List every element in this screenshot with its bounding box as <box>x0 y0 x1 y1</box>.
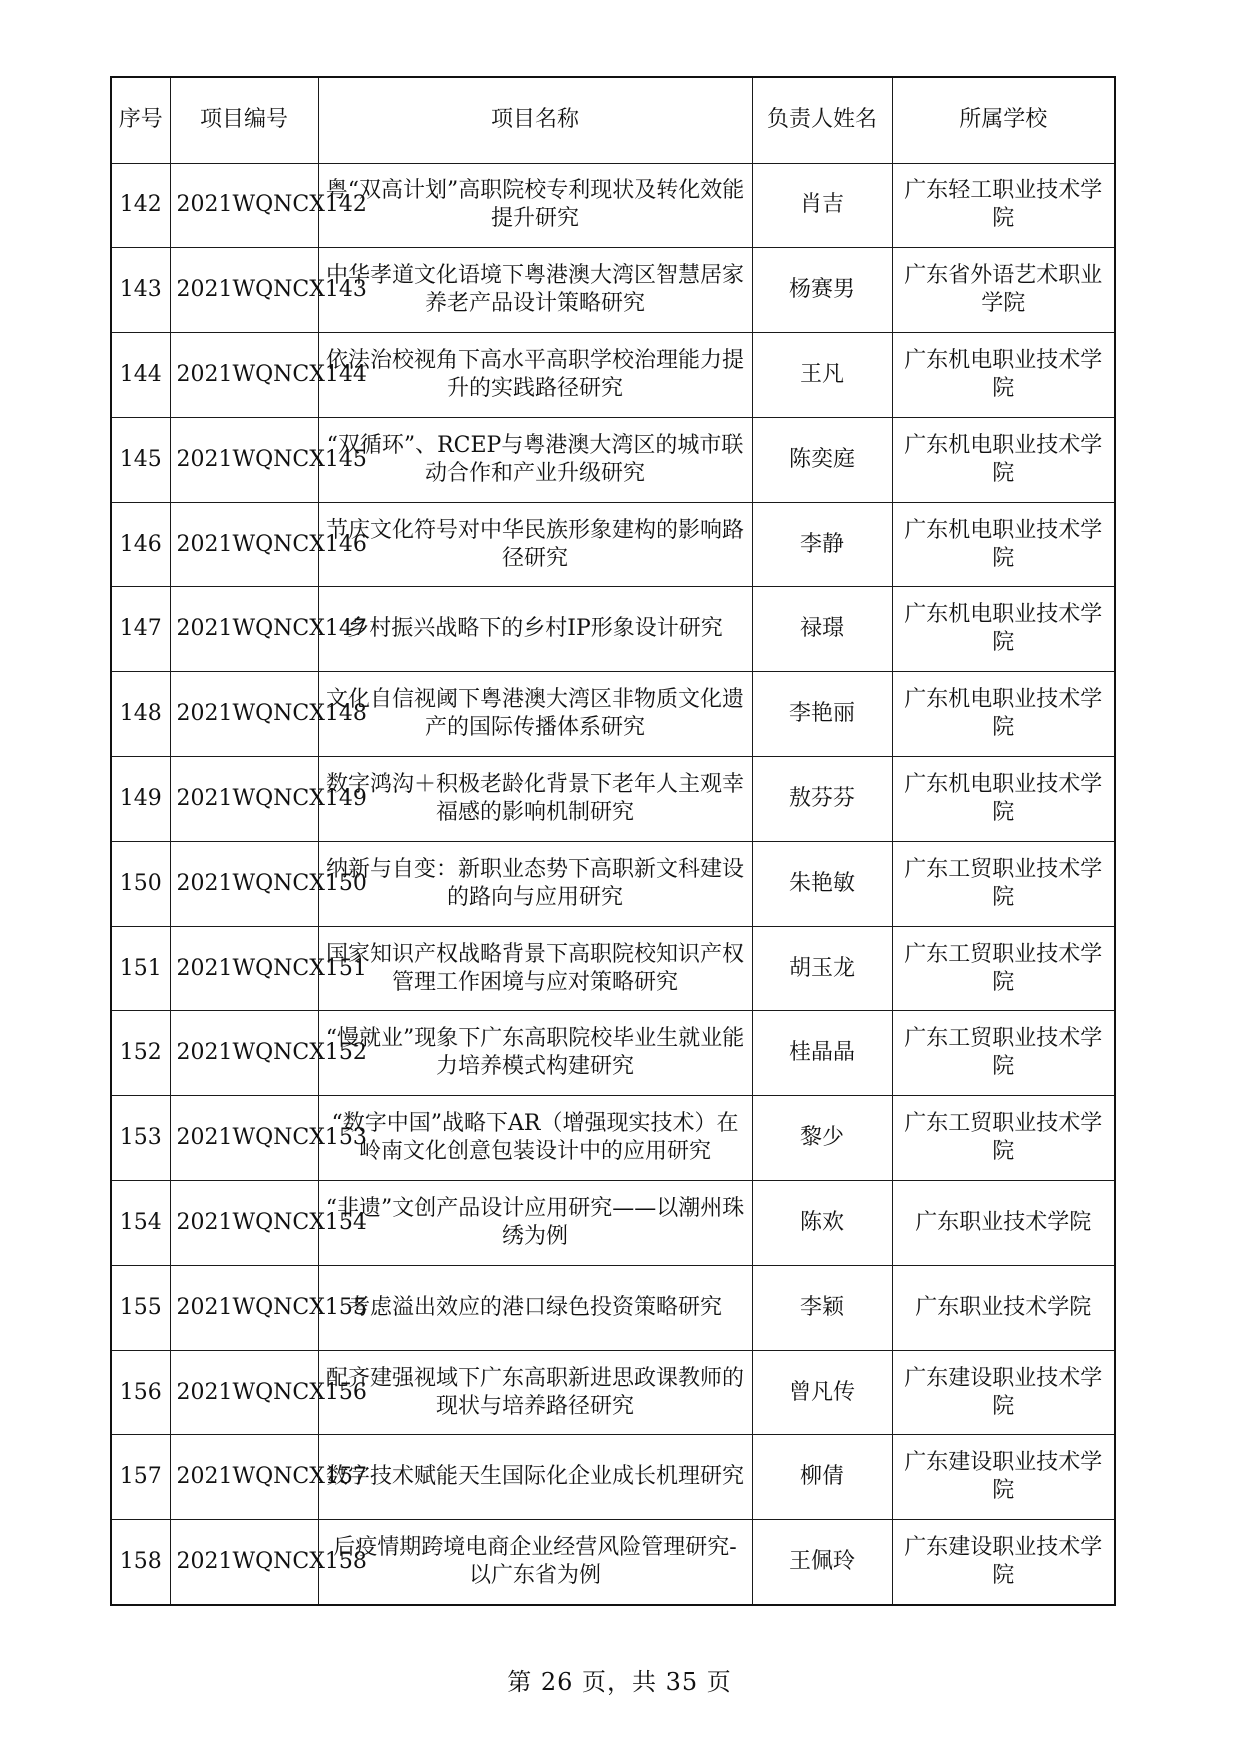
table-row <box>111 1011 1115 1096</box>
cell-name: 数字鸿沟＋积极老龄化背景下老年人主观幸福感的影响机制研究 <box>318 757 752 842</box>
cell-school: 广东省外语艺术职业学院 <box>892 248 1115 333</box>
cell-leader: 黎少 <box>752 1096 892 1181</box>
cell-code: 2021WQNCX143 <box>170 248 318 333</box>
cell-name: 节庆文化符号对中华民族形象建构的影响路径研究 <box>318 502 752 587</box>
cell-seq: 156 <box>111 1350 170 1435</box>
cell-seq: 147 <box>111 587 170 672</box>
cell-name: 纳新与自变：新职业态势下高职新文科建设的路向与应用研究 <box>318 841 752 926</box>
table-row <box>111 502 1115 587</box>
cell-seq: 153 <box>111 1096 170 1181</box>
header-code: 项目编号 <box>170 77 318 163</box>
cell-code: 2021WQNCX156 <box>170 1350 318 1435</box>
cell-school: 广东机电职业技术学院 <box>892 333 1115 418</box>
cell-code: 2021WQNCX153 <box>170 1096 318 1181</box>
cell-code: 2021WQNCX154 <box>170 1181 318 1266</box>
project-table <box>110 76 1116 1606</box>
cell-seq: 144 <box>111 333 170 418</box>
cell-leader: 李静 <box>752 502 892 587</box>
cell-leader: 朱艳敏 <box>752 841 892 926</box>
cell-leader: 敖芬芬 <box>752 757 892 842</box>
table-row <box>111 926 1115 1011</box>
header-seq: 序号 <box>111 77 170 163</box>
cell-leader: 杨赛男 <box>752 248 892 333</box>
table-row <box>111 248 1115 333</box>
cell-name: “慢就业”现象下广东高职院校毕业生就业能力培养模式构建研究 <box>318 1011 752 1096</box>
cell-code: 2021WQNCX149 <box>170 757 318 842</box>
cell-name: 数字技术赋能天生国际化企业成长机理研究 <box>318 1435 752 1520</box>
table-row <box>111 1265 1115 1350</box>
cell-code: 2021WQNCX145 <box>170 417 318 502</box>
table-row <box>111 417 1115 502</box>
cell-school: 广东建设职业技术学院 <box>892 1350 1115 1435</box>
table-row <box>111 1181 1115 1266</box>
cell-leader: 王凡 <box>752 333 892 418</box>
cell-code: 2021WQNCX152 <box>170 1011 318 1096</box>
table-row <box>111 1096 1115 1181</box>
cell-name: “非遗”文创产品设计应用研究——以潮州珠绣为例 <box>318 1181 752 1266</box>
cell-school: 广东职业技术学院 <box>892 1265 1115 1350</box>
cell-name: 文化自信视阈下粤港澳大湾区非物质文化遗产的国际传播体系研究 <box>318 672 752 757</box>
cell-code: 2021WQNCX157 <box>170 1435 318 1520</box>
cell-name: 依法治校视角下高水平高职学校治理能力提升的实践路径研究 <box>318 333 752 418</box>
table-body <box>111 163 1115 1605</box>
cell-name: “数字中国”战略下AR（增强现实技术）在岭南文化创意包装设计中的应用研究 <box>318 1096 752 1181</box>
cell-seq: 151 <box>111 926 170 1011</box>
cell-school: 广东建设职业技术学院 <box>892 1435 1115 1520</box>
cell-leader: 曾凡传 <box>752 1350 892 1435</box>
table-row <box>111 1350 1115 1435</box>
cell-school: 广东机电职业技术学院 <box>892 757 1115 842</box>
cell-school: 广东机电职业技术学院 <box>892 587 1115 672</box>
cell-code: 2021WQNCX151 <box>170 926 318 1011</box>
cell-code: 2021WQNCX146 <box>170 502 318 587</box>
cell-seq: 142 <box>111 163 170 248</box>
header-leader: 负责人姓名 <box>752 77 892 163</box>
cell-leader: 肖吉 <box>752 163 892 248</box>
cell-name: 考虑溢出效应的港口绿色投资策略研究 <box>318 1265 752 1350</box>
cell-school: 广东机电职业技术学院 <box>892 502 1115 587</box>
cell-name: 中华孝道文化语境下粤港澳大湾区智慧居家养老产品设计策略研究 <box>318 248 752 333</box>
table-row <box>111 587 1115 672</box>
cell-code: 2021WQNCX144 <box>170 333 318 418</box>
cell-code: 2021WQNCX147 <box>170 587 318 672</box>
cell-code: 2021WQNCX150 <box>170 841 318 926</box>
table-row <box>111 333 1115 418</box>
cell-leader: 桂晶晶 <box>752 1011 892 1096</box>
table-row <box>111 757 1115 842</box>
cell-seq: 158 <box>111 1520 170 1605</box>
cell-name: 国家知识产权战略背景下高职院校知识产权管理工作困境与应对策略研究 <box>318 926 752 1011</box>
cell-leader: 王佩玲 <box>752 1520 892 1605</box>
cell-school: 广东职业技术学院 <box>892 1181 1115 1266</box>
cell-seq: 145 <box>111 417 170 502</box>
cell-seq: 155 <box>111 1265 170 1350</box>
cell-leader: 胡玉龙 <box>752 926 892 1011</box>
cell-seq: 154 <box>111 1181 170 1266</box>
cell-seq: 152 <box>111 1011 170 1096</box>
cell-name: “双循环”、RCEP与粤港澳大湾区的城市联动合作和产业升级研究 <box>318 417 752 502</box>
cell-leader: 陈欢 <box>752 1181 892 1266</box>
cell-school: 广东轻工职业技术学院 <box>892 163 1115 248</box>
cell-seq: 143 <box>111 248 170 333</box>
cell-school: 广东机电职业技术学院 <box>892 417 1115 502</box>
header-name: 项目名称 <box>318 77 752 163</box>
cell-leader: 陈奕庭 <box>752 417 892 502</box>
cell-school: 广东建设职业技术学院 <box>892 1520 1115 1605</box>
cell-name: 后疫情期跨境电商企业经营风险管理研究-以广东省为例 <box>318 1520 752 1605</box>
cell-seq: 157 <box>111 1435 170 1520</box>
cell-seq: 150 <box>111 841 170 926</box>
cell-school: 广东工贸职业技术学院 <box>892 1011 1115 1096</box>
table-header-row <box>111 77 1115 163</box>
cell-seq: 146 <box>111 502 170 587</box>
header-school: 所属学校 <box>892 77 1115 163</box>
cell-school: 广东工贸职业技术学院 <box>892 926 1115 1011</box>
table-row <box>111 841 1115 926</box>
table-row <box>111 163 1115 248</box>
table-row <box>111 1435 1115 1520</box>
cell-code: 2021WQNCX158 <box>170 1520 318 1605</box>
cell-leader: 禄璟 <box>752 587 892 672</box>
cell-code: 2021WQNCX148 <box>170 672 318 757</box>
cell-leader: 李颖 <box>752 1265 892 1350</box>
table-row <box>111 672 1115 757</box>
cell-code: 2021WQNCX142 <box>170 163 318 248</box>
cell-name: 配齐建强视域下广东高职新进思政课教师的现状与培养路径研究 <box>318 1350 752 1435</box>
page-number: 第 26 页，共 35 页 <box>507 1668 732 1696</box>
cell-seq: 148 <box>111 672 170 757</box>
cell-school: 广东工贸职业技术学院 <box>892 841 1115 926</box>
cell-leader: 李艳丽 <box>752 672 892 757</box>
cell-code: 2021WQNCX155 <box>170 1265 318 1350</box>
cell-leader: 柳倩 <box>752 1435 892 1520</box>
cell-seq: 149 <box>111 757 170 842</box>
cell-name: 乡村振兴战略下的乡村IP形象设计研究 <box>318 587 752 672</box>
cell-name: 粤“双高计划”高职院校专利现状及转化效能提升研究 <box>318 163 752 248</box>
cell-school: 广东机电职业技术学院 <box>892 672 1115 757</box>
table-row <box>111 1520 1115 1605</box>
cell-school: 广东工贸职业技术学院 <box>892 1096 1115 1181</box>
